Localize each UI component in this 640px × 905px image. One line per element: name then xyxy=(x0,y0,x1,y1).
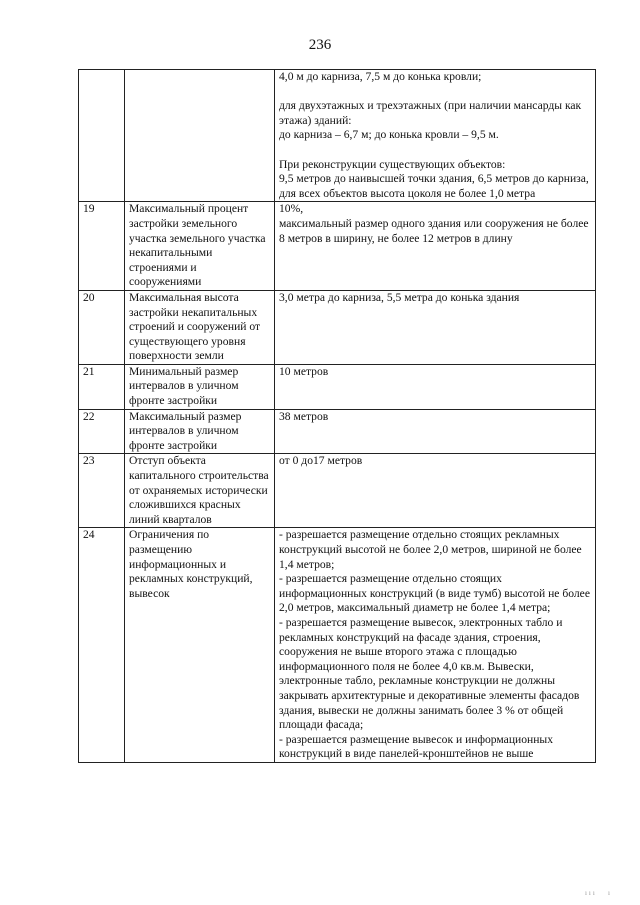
value-paragraph: до карниза – 6,7 м; до конька кровли – 9,5 м. xyxy=(279,128,499,142)
value-paragraph: 4,0 м до карниза, 7,5 м до конька кровли; xyxy=(279,70,482,83)
regulations-table xyxy=(78,69,596,763)
row-number-cell: 21 xyxy=(79,364,125,409)
value-paragraph: 10 метров xyxy=(279,364,329,378)
row-number-cell: 20 xyxy=(79,290,125,364)
value-paragraph: - разрешается размещение отдельно стоящих рекламных конструкций высотой не более 2,0 метров, шириной не более 1,4 метров; xyxy=(279,528,582,571)
parameter-name-cell: Минимальный размер интервалов в уличном фронте застройки xyxy=(125,364,275,409)
parameter-value-cell xyxy=(275,528,596,763)
value-paragraph: - разрешается размещение отдельно стоящих информационных конструкций (в виде тумб) высотой не более 2,0 метров, максимальный диаметр не более 1,4 метра; xyxy=(279,572,590,615)
value-paragraph: для двухэтажных и трехэтажных (при наличии мансарды как этажа) зданий: xyxy=(279,99,582,127)
parameter-name-cell: Максимальная высота застройки некапитальных строений и сооружений от существующего уровня поверхности земли xyxy=(125,290,275,364)
row-number-cell: 22 xyxy=(79,409,125,454)
scan-mark: ııı ı xyxy=(584,889,612,897)
value-paragraph: 38 метров xyxy=(279,409,329,423)
table-row xyxy=(79,528,596,763)
row-number-cell: 19 xyxy=(79,202,125,291)
value-paragraph: 10%, xyxy=(279,202,304,216)
row-number-cell: 24 xyxy=(79,528,125,763)
value-paragraph: от 0 до17 метров xyxy=(279,454,363,468)
parameter-value-cell xyxy=(275,409,596,454)
table-row xyxy=(79,70,596,202)
table-row xyxy=(79,409,596,454)
table-row xyxy=(79,290,596,364)
table-row xyxy=(79,202,596,291)
parameter-value-cell xyxy=(275,364,596,409)
regulations-table-body xyxy=(79,70,596,763)
table-row xyxy=(79,454,596,528)
parameter-name-cell: Ограничения по размещению информационных и рекламных конструкций, вывесок xyxy=(125,528,275,763)
value-paragraph: максимальный размер одного здания или сооружения не более 8 метров в ширину, не более 12 метров в длину xyxy=(279,216,589,245)
parameter-name-cell: Отступ объекта капитального строительства от охраняемых исторически сложившихся красных линий кварталов xyxy=(125,454,275,528)
parameter-value-cell xyxy=(275,202,596,291)
value-paragraph: 9,5 метров до наивысшей точки здания, 6,5 метров до карниза, xyxy=(279,172,589,186)
row-number-cell: 23 xyxy=(79,454,125,528)
value-paragraph: При реконструкции существующих объектов: xyxy=(279,157,506,171)
parameter-name-cell: Максимальный процент застройки земельного участка земельного участка некапитальными строениями и сооружениями xyxy=(125,202,275,291)
parameter-name-cell xyxy=(125,70,275,202)
value-paragraph: для всех объектов высота цоколя не более 1,0 метра xyxy=(279,186,536,200)
table-row xyxy=(79,364,596,409)
value-paragraph: - разрешается размещение вывесок и информационных конструкций в виде панелей-кронштейнов не выше xyxy=(279,732,554,761)
paragraph-gap xyxy=(279,85,592,100)
parameter-value-cell xyxy=(275,70,596,202)
parameter-value-cell xyxy=(275,290,596,364)
parameter-name-cell: Максимальный размер интервалов в уличном фронте застройки xyxy=(125,409,275,454)
paragraph-gap xyxy=(279,143,592,158)
page-number: 236 xyxy=(308,37,332,53)
value-paragraph: 3,0 метра до карниза, 5,5 метра до конька здания xyxy=(279,290,520,304)
value-paragraph: - разрешается размещение вывесок, электронных табло и рекламных конструкций на фасаде здания, строения, сооружения не выше второго этажа с площадью информационного поля не более 4,0 кв.м. Вывески, электронные табло, рекламные конструкции не должны закрывать архитектурные и декоративные элементы фасадов здания, вывески не должны занимать более 3 % от общей площади фасада; xyxy=(279,615,580,732)
parameter-value-cell xyxy=(275,454,596,528)
row-number-cell xyxy=(79,70,125,202)
